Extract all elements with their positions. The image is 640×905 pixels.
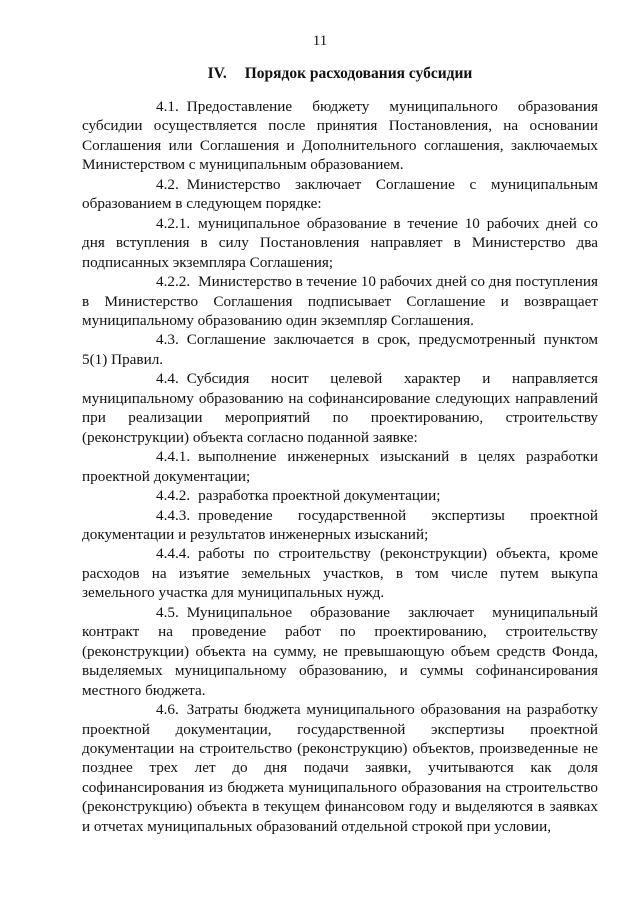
paragraph-4-5 (82, 603, 598, 700)
page-number: 11 (312, 33, 328, 49)
paragraph-text: Субсидия носит целевой характер и направляется муниципальному образованию на софинансирование следующих направлений при реализации мероприятий по проектированию, строительству (реконструкции) объекта согласно поданной заявке: (82, 370, 598, 446)
paragraph-number: 4.2. (156, 175, 179, 193)
paragraph-number: 4.5. (156, 603, 179, 621)
paragraph-text: Муниципальное образование заключает муниципальный контракт на проведение работ по проектированию, строительству (реконструкции) объекта на сумму, не превышающую объем средств Фонда, выделяемых муниципальному образованию, и суммы софинансирования местного бюджета. (82, 603, 598, 699)
paragraph-4-4-2 (82, 486, 598, 505)
paragraph-4-2 (82, 175, 598, 214)
paragraph-text: муниципальное образование в течение 10 рабочих дней со дня вступления в силу Постановления направляет в Министерство два подписанных экземпляра Соглашения; (82, 214, 598, 271)
paragraph-4-4 (82, 369, 598, 447)
paragraph-text: Затраты бюджета муниципального образования на разработку проектной документации, государственной экспертизы проектной документации на строительство (реконструкцию) объектов, произведенные не позднее трех лет до дня подачи заявки, учитываются как доля софинансирования из бюджета муниципального образования на строительство (реконструкцию) объекта в текущем финансовом году и выделяются в заявках и отчетах муниципальных образований отдельной строкой при условии, (82, 701, 598, 835)
section-heading (82, 65, 598, 83)
paragraph-number: 4.1. (156, 98, 179, 115)
paragraph-number: 4.4.3. (156, 506, 191, 524)
document-body (82, 97, 598, 836)
paragraph-text: проведение государственной экспертизы проектной документации и результатов инженерных изысканий; (82, 506, 598, 543)
section-number: IV. (207, 65, 227, 82)
paragraph-text: Соглашение заключается в срок, предусмотренный пунктом 5(1) Правил. (82, 331, 598, 368)
paragraph-4-4-3 (82, 506, 598, 545)
paragraph-4-6 (82, 700, 598, 836)
paragraph-number: 4.6. (156, 701, 179, 719)
paragraph-number: 4.4.1. (156, 448, 191, 466)
paragraph-number: 4.4.2. (156, 487, 191, 505)
paragraph-4-2-1 (82, 214, 598, 272)
paragraph-number: 4.3. (156, 331, 179, 349)
paragraph-text: выполнение инженерных изысканий в целях разработки проектной документации; (82, 448, 598, 485)
paragraph-number: 4.2.2. (156, 273, 191, 291)
paragraph-4-4-1 (82, 447, 598, 486)
paragraph-number: 4.2.1. (156, 214, 191, 232)
paragraph-text: Министерство в течение 10 рабочих дней со дня поступления в Министерство Соглашения подписывает Соглашение и возвращает муниципальному образованию один экземпляр Соглашения. (82, 273, 599, 329)
paragraph-text: работы по строительству (реконструкции) объекта, кроме расходов на изъятие земельных участков, в том числе путем выкупа земельного участка для муниципальных нужд. (82, 545, 598, 602)
paragraph-text: разработка проектной документации; (198, 487, 441, 505)
section-title: Порядок расходования субсидии (244, 65, 473, 82)
paragraph-4-3 (82, 330, 598, 369)
paragraph-number: 4.4.4. (156, 545, 191, 563)
paragraph-4-2-2 (82, 272, 598, 330)
paragraph-number: 4.4. (156, 370, 179, 388)
paragraph-4-4-4 (82, 544, 598, 602)
paragraph-text: Предоставление бюджету муниципального образования субсидии осуществляется после принятия Постановления, на основании Соглашения или Соглашения и Дополнительного соглашения, заключаемых Министерством с муниципальным образованием. (82, 98, 598, 174)
paragraph-text: Министерство заключает Соглашение с муниципальным образованием в следующем порядке: (82, 175, 598, 213)
paragraph-4-1 (82, 97, 598, 175)
